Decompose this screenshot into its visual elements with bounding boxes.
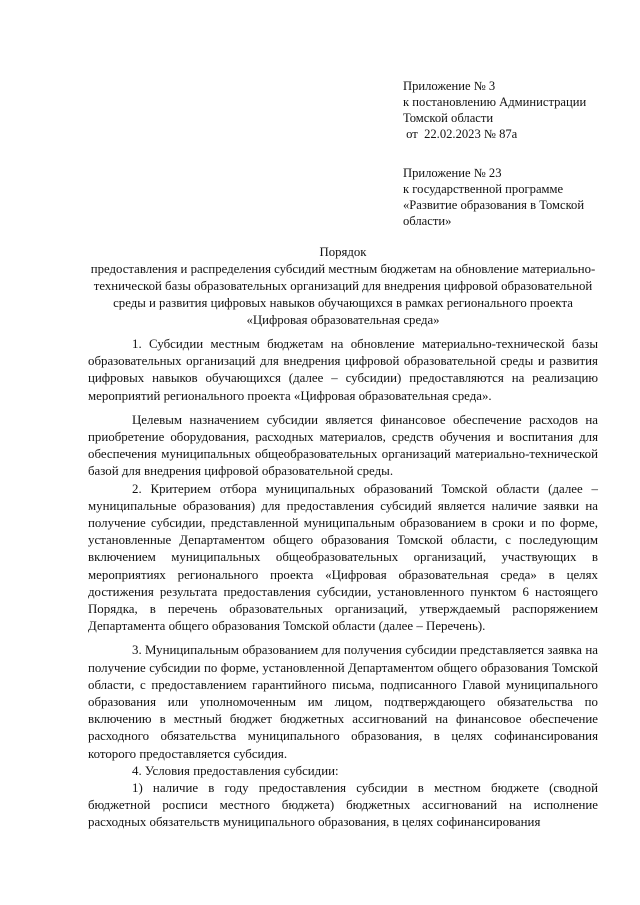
appendix-1-line: Приложение № 3 — [403, 79, 496, 93]
appendix-1-line: от 22.02.2023 № 87а — [403, 127, 518, 141]
appendix-2-line: к государственной программе — [403, 182, 564, 196]
paragraph: 1. Субсидии местным бюджетам на обновление материально-технической базы образовательных организаций для внедрения цифровой образовательной среды и развития цифровых навыков обучающихся (далее – субсидии) предоставляются на реализацию мероприятий регионального проекта «Цифровая образовательная среда». — [88, 337, 598, 403]
paragraph: Целевым назначением субсидии является финансовое обеспечение расходов на приобретение оборудования, расходных материалов, средств обучения и воспитания для обеспечения муниципальных общеобразовательных организаций материально-технической базой для внедрения цифровой образовательной среды. — [88, 412, 598, 479]
appendix-1-line: к постановлению Администрации — [403, 95, 587, 109]
appendix-2-line: области» — [403, 214, 452, 228]
appendix-header-2 — [403, 165, 618, 229]
appendix-2-line: «Развитие образования в Томской — [403, 198, 585, 212]
appendix-1-line: Томской области — [403, 111, 494, 125]
document-title — [88, 244, 598, 329]
appendix-header-1 — [403, 78, 618, 142]
title-heading: Порядок — [319, 245, 367, 259]
paragraph: 4. Условия предоставления субсидии: — [132, 763, 339, 778]
appendix-2-line: Приложение № 23 — [403, 166, 502, 180]
paragraph: 2. Критерием отбора муниципальных образований Томской области (далее – муниципальные образования) для предоставления субсидий является наличие заявки на получение субсидии, представленной муниципальным образованием в сроки и по форме, установленные Департаментом общего образования Томской области, с последующим включением муниципальных общеобразовательных организаций, участвующих в мероприятиях регионального проекта «Цифровая образовательная среда» в целях достижения результата предоставления субсидии, установленного пунктом 6 настоящего Порядка, в перечень образовательных организаций, утверждаемый распоряжением Департамента общего образования Томской области (далее – Перечень). — [88, 481, 598, 634]
paragraph: 3. Муниципальным образованием для получения субсидии представляется заявка на получение субсидии по форме, установленной Департаментом общего образования Томской области, с предоставлением гарантийного письма, подписанного Главой муниципального образования или уполномоченным им лицом, подтверждающего обязательства по включению в местный бюджет бюджетных ассигнований на финансовое обеспечение расходного обязательства муниципального образования, в целях софинансирования которого предоставляется субсидия. — [88, 643, 598, 761]
document-body — [88, 336, 598, 832]
title-subtitle: предоставления и распределения субсидий местным бюджетам на обновление материально-технической базы образовательных организаций для внедрения цифровой образовательной среды и развития цифровых навыков обучающихся в рамках регионального проекта «Цифровая образовательная среда» — [90, 262, 596, 327]
paragraph: 1) наличие в году предоставления субсидии в местном бюджете (сводной бюджетной росписи местного бюджета) бюджетных ассигнований на исполнение расходных обязательств муниципального образования, в целях софинансирования — [88, 781, 598, 830]
